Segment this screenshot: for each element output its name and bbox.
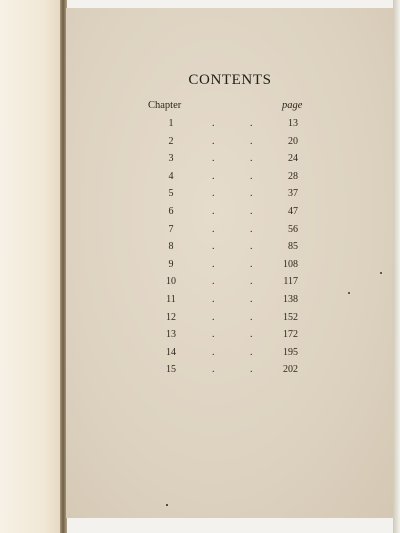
page-number: 56 xyxy=(288,223,298,235)
page-number: 20 xyxy=(288,135,298,147)
page-number: 138 xyxy=(283,293,298,305)
leader-dot: . xyxy=(250,170,253,182)
page-number: 47 xyxy=(288,205,298,217)
leader-dot: . xyxy=(212,153,215,165)
contents-page xyxy=(66,8,394,518)
contents-row xyxy=(66,276,394,294)
page-column-header: page xyxy=(282,100,303,111)
leader-dot: . xyxy=(250,364,253,376)
chapter-number: 9 xyxy=(168,258,174,270)
chapter-number: 11 xyxy=(166,293,176,305)
leader-dot: . xyxy=(212,241,215,253)
leader-dot: . xyxy=(250,276,253,288)
contents-row xyxy=(66,259,394,277)
leader-dot: . xyxy=(212,311,215,323)
contents-row xyxy=(66,364,394,382)
leader-dot: . xyxy=(250,329,253,341)
chapter-number: 1 xyxy=(168,118,174,129)
chapter-number: 12 xyxy=(166,311,176,323)
leader-dot: . xyxy=(250,311,253,323)
chapter-number: 3 xyxy=(168,153,174,165)
facing-page-edge xyxy=(0,0,62,533)
chapter-number: 15 xyxy=(166,364,176,376)
paper-speck xyxy=(348,292,350,294)
leader-dot: . xyxy=(212,135,215,147)
chapter-number: 7 xyxy=(168,223,174,235)
leader-dot: . xyxy=(212,170,215,182)
page-number: 152 xyxy=(283,311,298,323)
contents-row xyxy=(66,188,394,206)
chapter-number: 8 xyxy=(168,241,174,253)
page-number: 28 xyxy=(288,170,298,182)
page-number: 13 xyxy=(288,118,298,129)
leader-dot: . xyxy=(212,188,215,200)
leader-dot: . xyxy=(212,293,215,305)
page-number: 202 xyxy=(283,364,298,376)
leader-dot: . xyxy=(250,205,253,217)
contents-row xyxy=(66,347,394,365)
contents-row xyxy=(66,329,394,347)
contents-row xyxy=(66,294,394,312)
leader-dot: . xyxy=(250,241,253,253)
leader-dot: . xyxy=(250,188,253,200)
leader-dot: . xyxy=(250,118,253,129)
page-number: 117 xyxy=(283,276,298,288)
paper-speck xyxy=(380,272,382,274)
leader-dot: . xyxy=(212,329,215,341)
contents-row xyxy=(66,118,394,136)
chapter-number: 5 xyxy=(168,188,174,200)
leader-dot: . xyxy=(212,118,215,129)
contents-row xyxy=(66,312,394,330)
chapter-number: 2 xyxy=(168,135,174,147)
contents-row xyxy=(66,171,394,189)
leader-dot: . xyxy=(212,223,215,235)
paper-speck xyxy=(166,504,168,506)
contents-row xyxy=(66,241,394,259)
leader-dot: . xyxy=(212,258,215,270)
chapter-number: 13 xyxy=(166,329,176,341)
page-title: CONTENTS xyxy=(188,72,272,88)
leader-dot: . xyxy=(250,153,253,165)
contents-row xyxy=(66,153,394,171)
leader-dot: . xyxy=(250,346,253,358)
contents-row xyxy=(66,224,394,242)
leader-dot: . xyxy=(250,223,253,235)
leader-dot: . xyxy=(212,276,215,288)
leader-dot: . xyxy=(250,293,253,305)
chapter-column-header: Chapter xyxy=(148,100,182,111)
page-number: 195 xyxy=(283,346,298,358)
chapter-number: 6 xyxy=(168,205,174,217)
leader-dot: . xyxy=(212,364,215,376)
chapter-number: 4 xyxy=(168,170,174,182)
contents-row xyxy=(66,206,394,224)
leader-dot: . xyxy=(212,346,215,358)
page-number: 172 xyxy=(283,329,298,341)
chapter-number: 14 xyxy=(166,346,176,358)
page-number: 85 xyxy=(288,241,298,253)
page-number: 24 xyxy=(288,153,298,165)
leader-dot: . xyxy=(250,135,253,147)
page-number: 108 xyxy=(283,258,298,270)
contents-list xyxy=(66,118,394,382)
chapter-number: 10 xyxy=(166,276,176,288)
page-number: 37 xyxy=(288,188,298,200)
contents-row xyxy=(66,136,394,154)
page-edge-right xyxy=(393,0,400,533)
leader-dot: . xyxy=(250,258,253,270)
leader-dot: . xyxy=(212,205,215,217)
